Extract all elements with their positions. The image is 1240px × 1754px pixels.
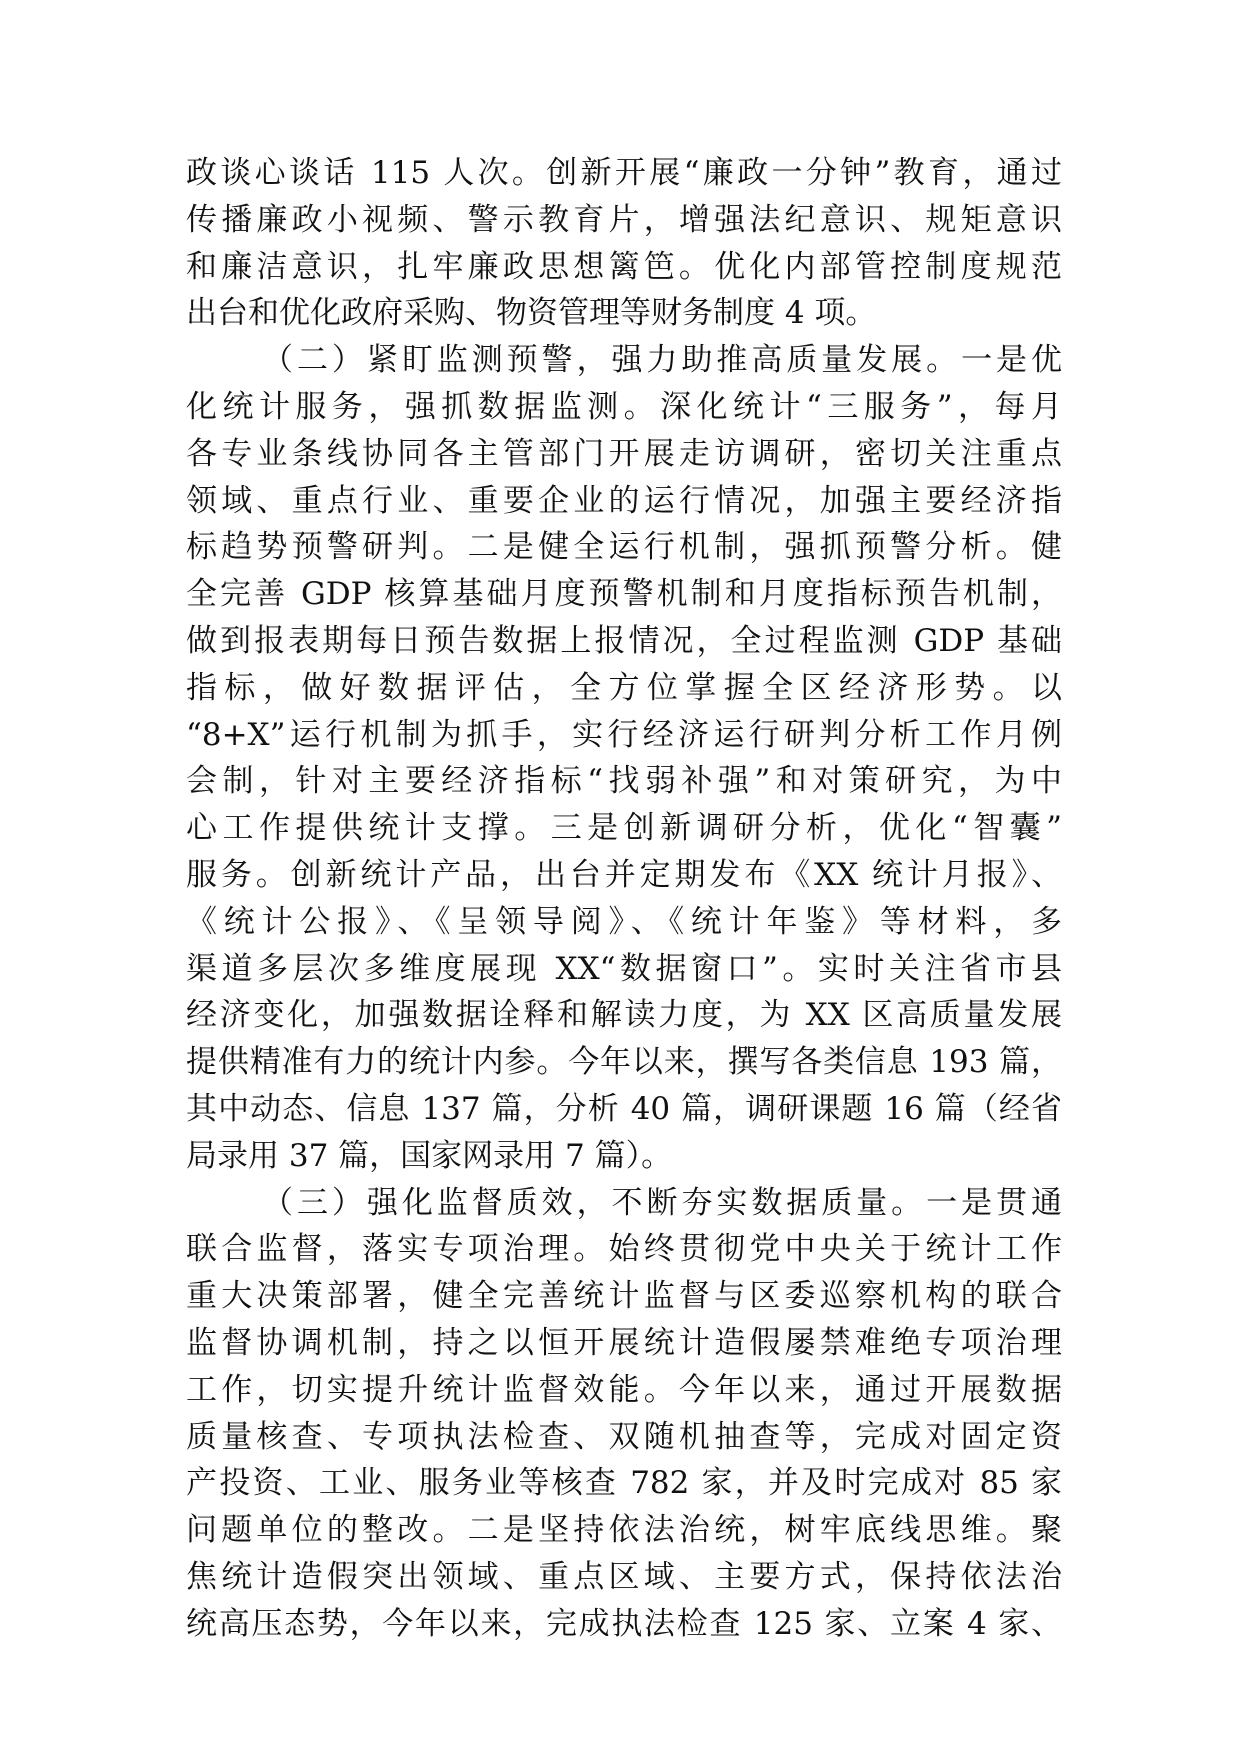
text-line: 提供精准有力的统计内参。今年以来，撰写各类信息 193 篇，: [186, 1044, 1062, 1081]
text-line: 问题单位的整改。二是坚持依法治统，树牢底线思维。聚: [186, 1512, 1062, 1549]
text-line: 做到报表期每日预告数据上报情况，全过程监测 GDP 基础: [186, 622, 1062, 659]
text-line: 焦统计造假突出领域、重点区域、主要方式，保持依法治: [186, 1558, 1062, 1595]
section-heading-line: （三）强化监督质效，不断夯实数据质量。一是贯通: [262, 1184, 1062, 1221]
text-line: 质量核查、专项执法检查、双随机抽查等，完成对固定资: [186, 1418, 1062, 1455]
text-line: 全完善 GDP 核算基础月度预警机制和月度指标预告机制，: [186, 576, 1062, 613]
section-heading-line: （二）紧盯监测预警，强力助推高质量发展。一是优: [262, 342, 1062, 379]
text-line: 监督协调机制，持之以恒开展统计造假屡禁难绝专项治理: [186, 1324, 1062, 1361]
text-line: 统高压态势，今年以来，完成执法检查 125 家、立案 4 家、: [186, 1605, 1062, 1642]
text-line: 其中动态、信息 137 篇，分析 40 篇，调研课题 16 篇（经省: [186, 1090, 1062, 1127]
text-line: 传播廉政小视频、警示教育片，增强法纪意识、规矩意识: [186, 201, 1062, 238]
text-line: 标趋势预警研判。二是健全运行机制，强抓预警分析。健: [186, 529, 1062, 566]
text-line: 指标，做好数据评估，全方位掌握全区经济形势。以: [186, 669, 1062, 706]
text-line: 工作，切实提升统计监督效能。今年以来，通过开展数据: [186, 1371, 1062, 1408]
text-line: 领域、重点行业、重要企业的运行情况，加强主要经济指: [186, 482, 1062, 519]
text-line: 各专业条线协同各主管部门开展走访调研，密切关注重点: [186, 435, 1062, 472]
text-line: 出台和优化政府采购、物资管理等财务制度 4 项。: [186, 295, 877, 332]
text-line: 化统计服务，强抓数据监测。深化统计“三服务”，每月: [186, 388, 1062, 425]
body-text: [186, 150, 1062, 1648]
text-line: 政谈心谈话 115 人次。创新开展“廉政一分钟”教育，通过: [186, 155, 1062, 191]
text-line: 渠道多层次多维度展现 XX“数据窗口”。实时关注省市县: [186, 950, 1062, 987]
text-line: 局录用 37 篇，国家网录用 7 篇）。: [186, 1137, 673, 1174]
text-line: 重大决策部署，健全完善统计监督与区委巡察机构的联合: [186, 1278, 1062, 1315]
text-line: 经济变化，加强数据诠释和解读力度，为 XX 区高质量发展: [186, 997, 1062, 1034]
text-line: 会制，针对主要经济指标“找弱补强”和对策研究，为中: [186, 763, 1062, 800]
text-line: 服务。创新统计产品，出台并定期发布《XX 统计月报》、: [186, 856, 1062, 893]
text-line: 《统计公报》、《呈领导阅》、《统计年鉴》等材料，多: [186, 903, 1062, 940]
text-line: 和廉洁意识，扎牢廉政思想篱笆。优化内部管控制度规范: [186, 248, 1062, 285]
text-line: 联合监督，落实专项治理。始终贯彻党中央关于统计工作: [186, 1231, 1062, 1268]
text-line: 心工作提供统计支撑。三是创新调研分析，优化“智囊”: [186, 810, 1062, 847]
text-line: 产投资、工业、服务业等核查 782 家，并及时完成对 85 家: [186, 1465, 1062, 1502]
text-line: “8+X”运行机制为抓手，实行经济运行研判分析工作月例: [186, 716, 1062, 753]
